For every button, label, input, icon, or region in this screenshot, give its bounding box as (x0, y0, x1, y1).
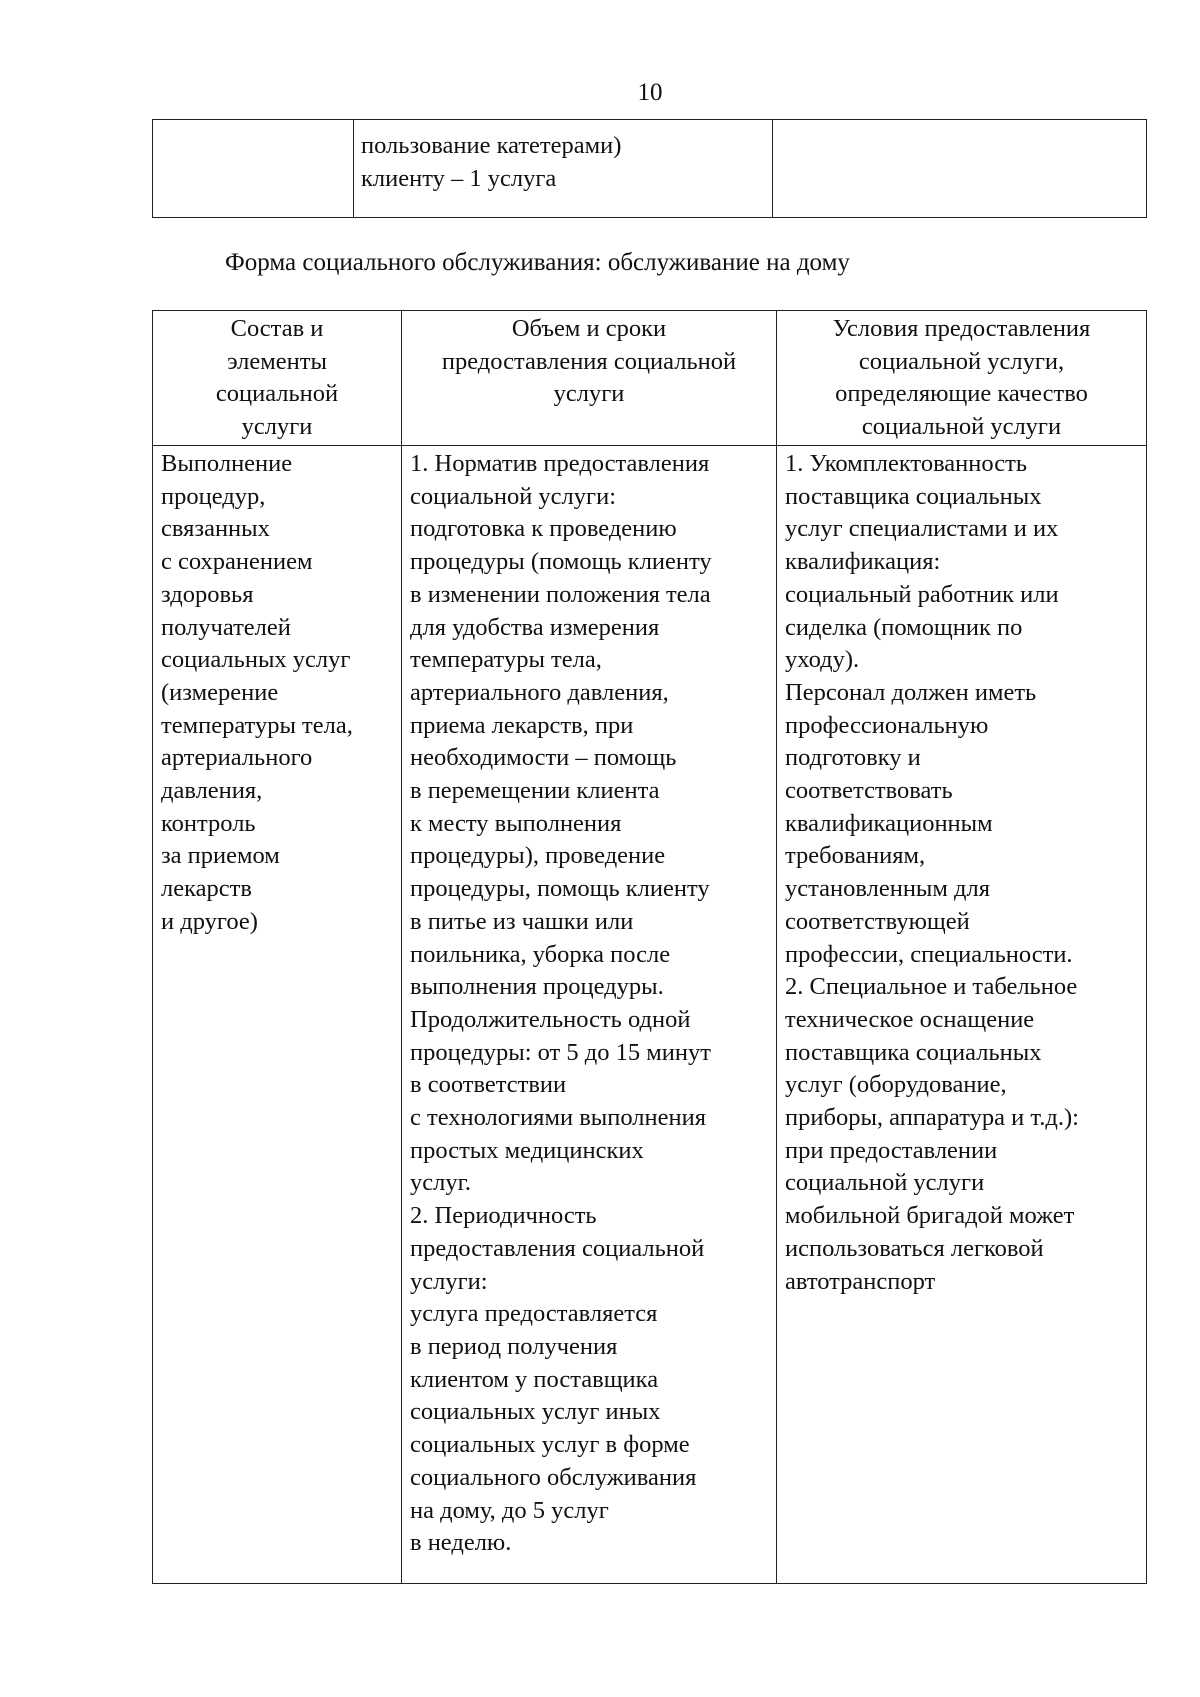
text-line: клиентом у поставщика (410, 1365, 659, 1393)
text-line: температуры тела, (161, 711, 353, 739)
text-line: пользование катетерами) (361, 132, 622, 159)
text-line: с технологиями выполнения (410, 1104, 706, 1132)
text-line: услуг. (410, 1169, 472, 1197)
text-line: в перемещении клиента (410, 777, 660, 805)
table-header-row (153, 311, 1147, 446)
text-line: для удобства измерения (410, 613, 660, 641)
text-line: приема лекарств, при (410, 711, 634, 739)
text-line: 2. Специальное и табельное (785, 973, 1078, 1001)
text-line: на дому, до 5 услуг (410, 1496, 609, 1524)
cell-composition (153, 446, 402, 1584)
cell-lines (361, 130, 772, 195)
text-line: квалификация: (785, 548, 941, 576)
text-line: приборы, аппаратура и т.д.): (785, 1104, 1079, 1132)
text-line: артериального (161, 744, 313, 772)
services-table (152, 310, 1147, 1584)
text-line: 1. Норматив предоставления (410, 450, 710, 477)
text-line: при предоставлении (785, 1136, 998, 1164)
text-line: услуги (553, 380, 625, 408)
text-line: сиделка (помощник по (785, 613, 1023, 641)
cell-lines (781, 313, 1142, 444)
text-line: здоровья (161, 580, 254, 608)
text-line: контроль (161, 809, 256, 837)
continuation-table (152, 119, 1147, 218)
text-line: социальной услуги (861, 413, 1062, 441)
text-line: использоваться легковой (785, 1234, 1044, 1262)
cell-conditions (777, 446, 1147, 1584)
text-line: автотранспорт (785, 1267, 936, 1295)
table-row (153, 446, 1147, 1584)
text-line: услуги (241, 413, 313, 441)
text-line: социальный работник или (785, 580, 1059, 608)
text-line: к месту выполнения (410, 809, 622, 837)
cell-lines (161, 448, 397, 939)
header-composition (153, 311, 402, 446)
text-line: в период получения (410, 1332, 618, 1360)
text-line: соответствовать (785, 777, 953, 805)
form-heading: Форма социального обслуживания: обслуживание на дому (225, 249, 850, 276)
text-line: услуга предоставляется (410, 1300, 658, 1328)
text-line: с сохранением (161, 548, 313, 576)
text-line: подготовка к проведению (410, 515, 677, 543)
text-line: подготовку и (785, 744, 921, 772)
text-line: определяющие качество (835, 380, 1088, 408)
text-line: социальных услуг иных (410, 1398, 661, 1426)
page-number: 10 (637, 79, 663, 106)
text-line: 1. Укомплектованность (785, 450, 1028, 477)
text-line: и другое) (161, 907, 258, 935)
text-line: требованиям, (785, 842, 926, 870)
table-row (153, 120, 1147, 218)
continuation-cell-1 (153, 120, 354, 218)
continuation-cell-2 (354, 120, 773, 218)
text-line: профессиональную (785, 711, 989, 739)
cell-lines (410, 448, 772, 1560)
text-line: Выполнение (161, 450, 293, 477)
text-line: 2. Периодичность (410, 1202, 597, 1230)
text-line: поставщика социальных (785, 482, 1042, 510)
text-line: Состав и (230, 315, 324, 342)
text-line: социальной услуги, (858, 347, 1065, 375)
text-line: в неделю. (410, 1529, 512, 1557)
cell-lines (785, 448, 1142, 1298)
text-line: клиенту – 1 услуга (361, 164, 557, 192)
text-line: выполнения процедуры. (410, 973, 664, 1001)
text-line: процедур, (161, 482, 266, 510)
text-line: простых медицинских (410, 1136, 644, 1164)
text-line: установленным для (785, 875, 990, 903)
text-line: процедуры, помощь клиенту (410, 875, 710, 903)
cell-volume-terms (402, 446, 777, 1584)
text-line: уходу). (785, 646, 860, 674)
text-line: предоставления социальной (441, 347, 737, 375)
text-line: связанных (161, 515, 270, 543)
text-line: артериального давления, (410, 678, 669, 706)
text-line: соответствующей (785, 907, 970, 935)
text-line: элементы (227, 347, 327, 375)
text-line: социального обслуживания (410, 1463, 697, 1491)
text-line: поставщика социальных (785, 1038, 1042, 1066)
header-volume-terms (402, 311, 777, 446)
text-line: температуры тела, (410, 646, 602, 674)
text-line: (измерение (161, 678, 279, 706)
text-line: получателей (161, 613, 291, 641)
text-line: услуг специалистами и их (785, 515, 1059, 543)
text-line: процедуры (помощь клиенту (410, 548, 712, 576)
text-line: социальной (215, 380, 339, 408)
text-line: квалификационным (785, 809, 993, 837)
text-line: в изменении положения тела (410, 580, 711, 608)
cell-lines (157, 313, 397, 444)
text-line: лекарств (161, 875, 252, 903)
continuation-cell-3 (773, 120, 1147, 218)
text-line: за приемом (161, 842, 280, 870)
cell-lines (406, 313, 772, 411)
text-line: процедуры: от 5 до 15 минут (410, 1038, 711, 1066)
text-line: в соответствии (410, 1071, 567, 1099)
text-line: поильника, уборка после (410, 940, 671, 968)
text-line: социальных услуг (161, 646, 351, 674)
text-line: предоставления социальной (410, 1234, 705, 1262)
text-line: необходимости – помощь (410, 744, 677, 772)
text-line: Персонал должен иметь (785, 678, 1037, 706)
text-line: услуг (оборудование, (785, 1071, 1007, 1099)
text-line: Объем и сроки (511, 315, 667, 342)
text-line: техническое оснащение (785, 1005, 1035, 1033)
text-line: давления, (161, 777, 263, 805)
text-line: социальной услуги (785, 1169, 985, 1197)
header-conditions (777, 311, 1147, 446)
text-line: социальной услуги: (410, 482, 617, 510)
text-line: социальных услуг в форме (410, 1431, 690, 1459)
text-line: профессии, специальности. (785, 940, 1073, 968)
text-line: Продолжительность одной (410, 1005, 691, 1033)
text-line: Условия предоставления (832, 315, 1091, 342)
text-line: мобильной бригадой может (785, 1202, 1075, 1230)
text-line: в питье из чашки или (410, 907, 634, 935)
text-line: процедуры), проведение (410, 842, 666, 870)
text-line: услуги: (410, 1267, 488, 1295)
